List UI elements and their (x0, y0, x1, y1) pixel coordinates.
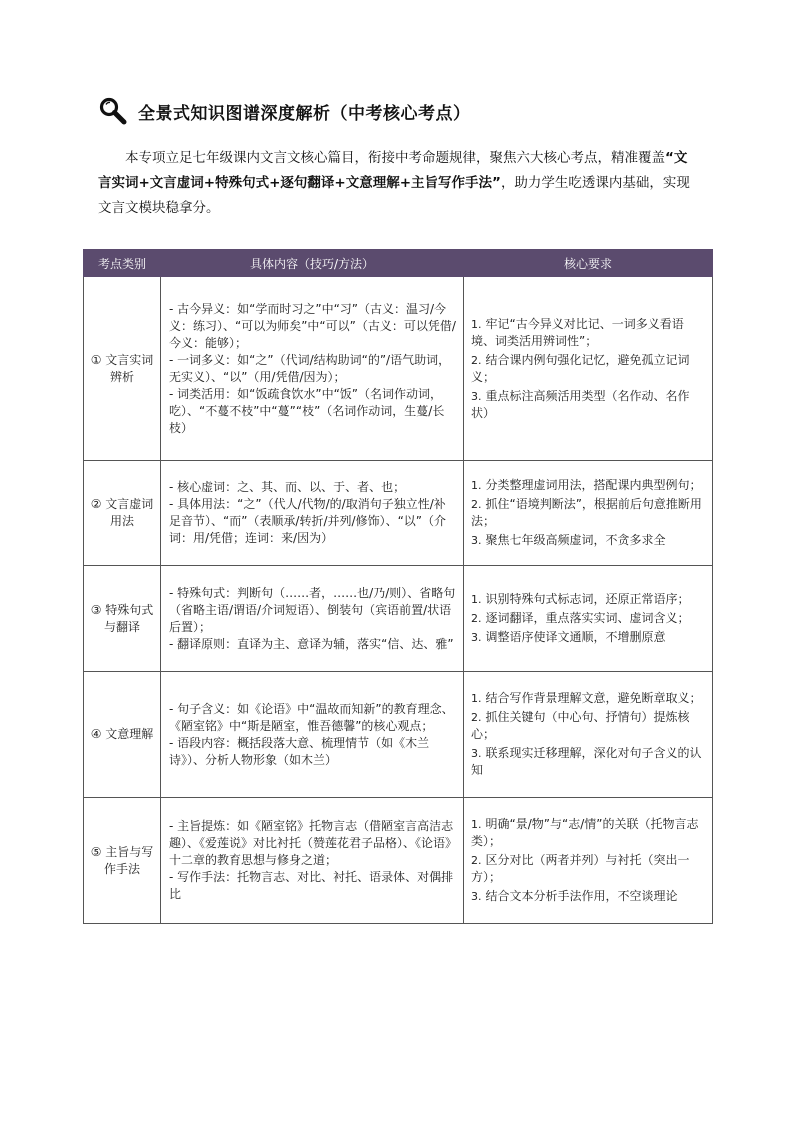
requirements-cell (464, 461, 713, 566)
requirement-item: 2. 逐词翻译，重点落实实词、虚词含义； (471, 611, 690, 625)
intro-paragraph (98, 146, 690, 221)
table-row (84, 566, 713, 672)
requirements-cell (464, 566, 713, 672)
requirement-item: 3. 重点标注高频活用类型（名作动、名作状） (471, 388, 690, 420)
content-line: - 词类活用：如“饭疏食饮水”中“饭”（名词作动词，吃）、“不蔓不枝”中“蔓”“枝”（名词作动词，生蔓/长枝） (169, 386, 445, 435)
requirements-cell (464, 277, 713, 461)
requirement-item: 1. 识别特殊句式标志词，还原正常语序； (471, 592, 690, 606)
table-row (84, 798, 713, 924)
requirement-item: 2. 抓住“语境判断法”，根据前后句意推断用法； (471, 497, 702, 528)
table-header-row (84, 250, 713, 277)
content-cell (161, 277, 464, 461)
category-cell: ③ 特殊句式与翻译 (84, 566, 161, 672)
content-line: - 特殊句式：判断句（……者，……也/乃/则）、省略句（省略主语/谓语/介词短语）、倒装句（宾语前置/状语后置）； (169, 585, 456, 634)
requirements-cell (464, 672, 713, 798)
content-cell (161, 566, 464, 672)
requirement-item: 3. 联系现实迁移理解，深化对句子含义的认知 (471, 746, 702, 777)
intro-bold-text: “文言实词+文言虚词+特殊句式+逐句翻译+文意理解+主旨写作手法” (98, 150, 688, 191)
requirement-item: 2. 区分对比（两者并列）与衬托（突出一方）； (471, 853, 690, 884)
content-line: - 语段内容：概括段落大意、梳理情节（如《木兰诗》）、分析人物形象（如木兰） (169, 735, 430, 767)
table-row (84, 277, 713, 461)
header-category: 考点类别 (84, 250, 161, 277)
header-requirements: 核心要求 (464, 250, 713, 277)
requirement-item: 1. 明确“景/物”与“志/情”的关联（托物言志类）； (471, 817, 699, 848)
magnifier-icon (98, 96, 128, 126)
category-cell: ② 文言虚词用法 (84, 461, 161, 566)
requirement-item: 3. 结合文本分析手法作用，不空谈理论 (471, 889, 678, 903)
requirements-cell (464, 798, 713, 924)
content-line: - 句子含义：如《论语》中“温故而知新”的教育理念、《陋室铭》中“斯是陋室，惟吾德馨”的核心观点； (169, 701, 454, 733)
category-cell: ① 文言实词辨析 (84, 277, 161, 461)
requirement-item: 1. 牢记“古今异义对比记、一词多义看语境、词类活用辨词性”； (471, 316, 684, 348)
category-cell: ④ 文意理解 (84, 672, 161, 798)
content-line: - 翻译原则：直译为主、意译为辅，落实“信、达、雅” (169, 636, 454, 651)
content-cell (161, 461, 464, 566)
requirement-item: 2. 抓住关键句（中心句、抒情句）提炼核心； (471, 710, 690, 741)
category-cell: ⑤ 主旨与写作手法 (84, 798, 161, 924)
content-line: - 具体用法：“之”（代人/代物/的/取消句子独立性/补足音节）、“而”（表顺承/转折/并列/修饰）、“以”（介词：用/凭借；连词：来/因为） (169, 497, 446, 545)
intro-text-2: ，助力学生吃透课内基础，实现文言文模块稳拿分。 (98, 175, 690, 216)
header-content: 具体内容（技巧/方法） (161, 250, 464, 277)
content-line: - 写作手法：托物言志、对比、衬托、语录体、对偶排比 (169, 870, 454, 901)
table-row (84, 672, 713, 798)
intro-text-1: 本专项立足七年级课内文言文核心篇目，衔接中考命题规律，聚焦六大核心考点，精准覆盖 (125, 150, 665, 166)
content-line: - 一词多义：如“之”（代词/结构助词“的”/语气助词，无实义）、“以”（用/凭借/因为）； (169, 352, 451, 384)
requirement-item: 1. 结合写作背景理解文意，避免断章取义； (471, 691, 702, 705)
requirement-item: 1. 分类整理虚词用法，搭配课内典型例句； (471, 478, 702, 492)
content-line: - 主旨提炼：如《陋室铭》托物言志（借陋室言高洁志趣）、《爱莲说》对比衬托（赞莲花君子品格）、《论语》十二章的教育思想与修身之道； (169, 819, 454, 867)
content-line: - 核心虚词：之、其、而、以、于、者、也； (169, 480, 406, 494)
content-line: - 古今异义：如“学而时习之”中“习”（古义：温习/今义：练习）、“可以为师矣”中“可以”（古义：可以凭借/今义：能够）； (169, 301, 456, 350)
content-cell (161, 672, 464, 798)
requirement-item: 3. 聚焦七年级高频虚词，不贪多求全 (471, 533, 666, 547)
table-row (84, 461, 713, 566)
page-title (98, 96, 471, 126)
requirement-item: 3. 调整语序使译文通顺，不增删原意 (471, 630, 666, 644)
content-cell (161, 798, 464, 924)
requirement-item: 2. 结合课内例句强化记忆，避免孤立记词义； (471, 352, 690, 384)
knowledge-table (83, 249, 713, 924)
title-text: 全景式知识图谱深度解析（中考核心考点） (138, 103, 471, 124)
